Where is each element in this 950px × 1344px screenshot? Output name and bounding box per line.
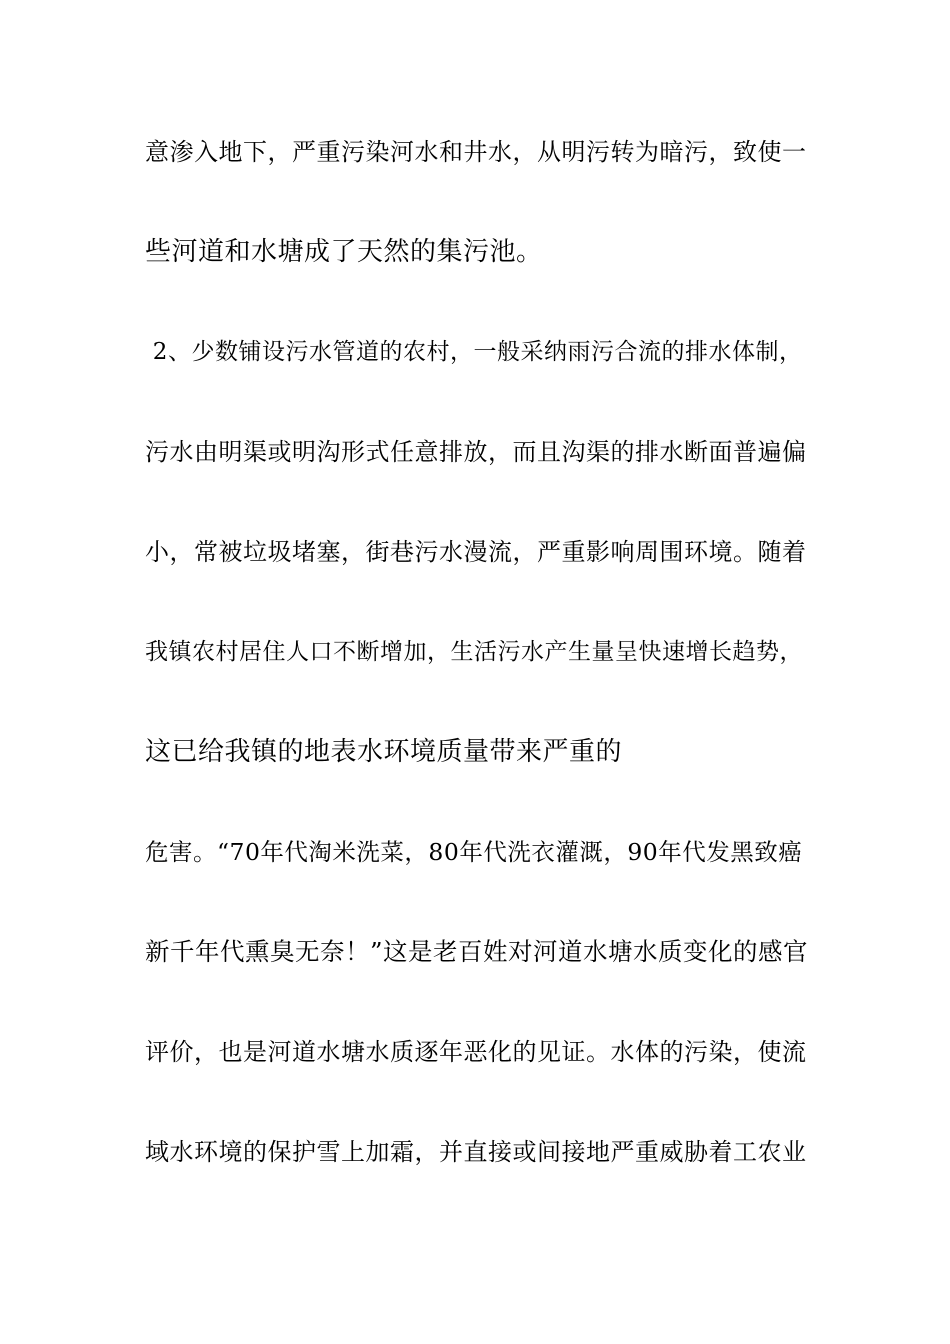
text-line: 域水环境的保护雪上加霜，并直接或间接地严重威胁着工农业: [145, 1138, 807, 1166]
text-line: 些河道和水塘成了天然的集污池。: [145, 237, 543, 267]
text-line: 污水由明渠或明沟形式任意排放，而且沟渠的排水断面普遍偏: [145, 438, 807, 466]
text-line: 小，常被垃圾堵塞，街巷污水漫流，严重影响周围环境。随着: [145, 538, 807, 566]
text-line: 这已给我镇的地表水环境质量带来严重的: [145, 737, 623, 767]
text-line: 意渗入地下，严重污染河水和井水，从明污转为暗污，致使一: [145, 138, 807, 166]
text-line: 评价，也是河道水塘水质逐年恶化的见证。水体的污染，使流: [145, 1038, 807, 1066]
text-line: 危害。“70年代淘米洗菜，80年代洗衣灌溉，90年代发黑致癌: [145, 838, 803, 866]
text-line: 2、少数铺设污水管道的农村，一般采纳雨污合流的排水体制，: [145, 339, 803, 365]
text-line: 新千年代熏臭无奈！”这是老百姓对河道水塘水质变化的感官: [145, 937, 809, 966]
text-line: 我镇农村居住人口不断增加，生活污水产生量呈快速增长趋势，: [145, 639, 803, 665]
